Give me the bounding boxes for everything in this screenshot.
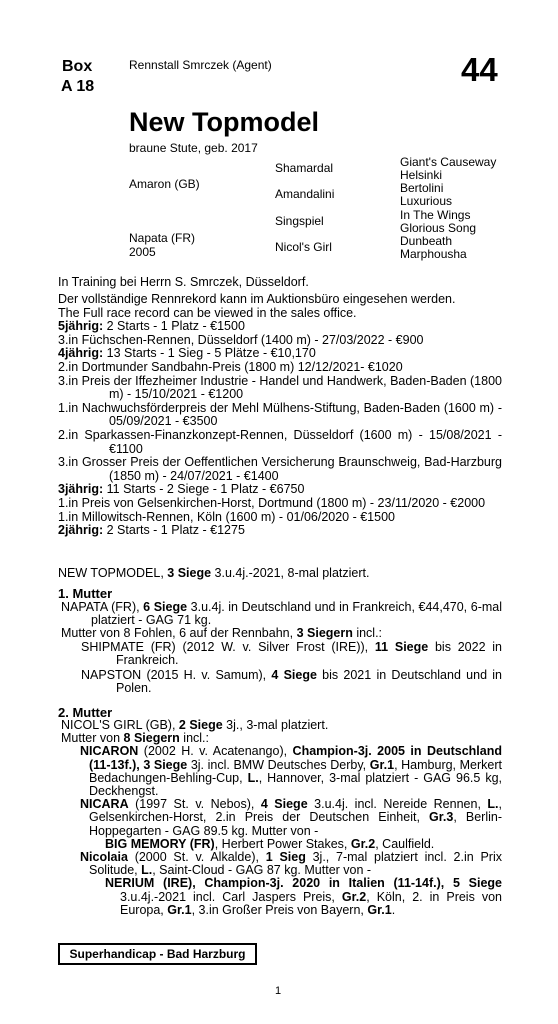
record-year-3	[58, 483, 502, 497]
listed-badge: L.	[247, 770, 259, 785]
foal-rest: 3.u.4j.-2021 incl. Carl Jaspers Preis,	[120, 889, 342, 904]
foal-info: (2002 H. v. Acatenango),	[138, 744, 293, 759]
grade-badge: Gr.1	[367, 902, 392, 917]
grade-badge: Gr.2	[350, 836, 376, 851]
foal-name: SHIPMATE (FR) (2012 W. v. Silver Frost (IRE)),	[81, 639, 375, 654]
second-dam-rest: 3j., 3-mal platziert.	[222, 718, 329, 732]
horse-name: New Topmodel	[129, 107, 320, 137]
first-dam-wins: 6 Siege	[143, 600, 188, 614]
foal-name: NICARA	[80, 797, 129, 812]
pedigree-gen2-4: Nicol's Girl	[275, 240, 332, 254]
foal-nicaron	[61, 745, 502, 798]
record-note-de: Der vollständige Rennrekord kann im Auktionsbüro eingesehen werden.	[58, 292, 456, 306]
produce-bold: 8 Siegern	[123, 731, 180, 746]
grade-badge: Gr.1	[369, 757, 395, 772]
record-year-2	[58, 524, 502, 538]
grade-badge: Gr.2	[341, 889, 367, 904]
race-line: 1.in Millowitsch-Rennen, Köln (1600 m) - 01/06/2020 - €1500	[58, 509, 395, 524]
first-dam-text	[61, 601, 502, 627]
pedigree-gen2-2: Amandalini	[275, 187, 335, 201]
grade-badge: Gr.3	[429, 810, 454, 825]
produce-post: incl.:	[179, 731, 209, 746]
foal-rest: , Herbert Power Stakes,	[214, 836, 351, 851]
record-year-4	[58, 347, 502, 361]
record-year-label: 3jährig:	[58, 482, 104, 497]
career-summary	[58, 567, 369, 580]
summary-wins: 3 Siege	[167, 566, 212, 580]
foal-rest: bis 2021 in Deutschland und in Polen.	[116, 668, 502, 696]
foal-champion: Champion-3j. 2005 in Deutschland (11-13f.), 3 Siege	[89, 744, 502, 772]
produce-pre: Mutter von	[61, 731, 124, 746]
race-line: 3.in Preis der Iffezheimer Industrie - Handel und Handwerk, Baden-Baden (1800 m) - 15/10/2021 - €1200	[58, 373, 502, 402]
pedigree-gen3-6: Glorious Song	[400, 221, 477, 235]
summary-rest: 3.u.4j.-2021, 8-mal platziert.	[211, 566, 370, 580]
foal-name: NAPSTON (2015 H. v. Samum),	[81, 668, 272, 683]
race-line: 1.in Nachwuchsförderpreis der Mehl Mülhens-Stiftung, Baden-Baden (1600 m) - 05/09/2021 - €3500	[58, 400, 502, 429]
record-year-summary: 13 Starts - 1 Sieg - 5 Plätze - €10,170	[103, 346, 316, 361]
race-engagement-box: Superhandicap - Bad Harzburg	[58, 943, 257, 965]
record-year-label: 2jährig:	[58, 523, 104, 538]
pedigree-gen3-2: Helsinki	[400, 168, 443, 182]
foal-wins: 11 Siege	[374, 639, 429, 654]
pedigree-gen2-1: Shamardal	[275, 161, 334, 175]
foal-rest: 3j. incl. BMW Deutsches Derby,	[187, 757, 370, 772]
foal-rest: 3.u.4j. incl. Nereide Rennen,	[307, 797, 488, 812]
pedigree-gen3-1: Giant's Causeway	[400, 155, 497, 169]
first-dam-name: NAPATA (FR),	[61, 600, 144, 614]
foal-rest: , Köln, 2. in Preis von Europa,	[120, 889, 502, 917]
box-number: A 18	[61, 78, 95, 95]
listed-badge: L.	[141, 863, 153, 878]
horse-description: braune Stute, geb. 2017	[129, 141, 258, 155]
foal-name: Nicolaia	[80, 850, 128, 865]
foal-rest: , Berlin-Hoppegarten - GAG 89.5 kg. Mutter von -	[89, 810, 502, 838]
pedigree-dam-year: 2005	[129, 245, 156, 259]
pedigree-dam: Napata (FR)	[129, 231, 196, 245]
race-line: 2.in Dortmunder Sandbahn-Preis (1800 m) 12/12/2021- €1020	[58, 359, 403, 374]
record-year-5	[58, 320, 502, 334]
foal-entry	[61, 641, 502, 667]
pedigree-gen3-4: Luxurious	[400, 194, 453, 208]
second-dam-wins: 2 Siege	[178, 718, 223, 732]
page-number: 1	[275, 985, 282, 997]
foal-name: BIG MEMORY (FR)	[105, 836, 215, 851]
pedigree-gen3-8: Marphousha	[400, 247, 467, 261]
second-dam-entry	[61, 719, 502, 917]
foal-rest: .	[391, 902, 396, 917]
race-line: 2.in Sparkassen-Finanzkonzept-Rennen, Düsseldorf (1600 m) - 15/08/2021 - €1100	[58, 427, 502, 456]
lot-number: 44	[461, 51, 498, 88]
foal-nerium	[61, 877, 502, 917]
box-title: Box	[62, 58, 93, 75]
foal-wins: 4 Siege	[260, 797, 308, 812]
first-dam-heading: 1. Mutter	[58, 586, 113, 601]
consignor: Rennstall Smrczek (Agent)	[129, 58, 272, 72]
first-dam-rest: 3.u.4j. in Deutschland und in Frankreich, €44,470, 6-mal platziert - GAG 71 kg.	[91, 600, 502, 628]
foal-wins: 1 Sieg	[265, 850, 306, 865]
foal-rest: bis 2022 in Frankreich.	[116, 639, 503, 667]
record-note-en: The Full race record can be viewed in the sales office.	[58, 305, 357, 320]
record-year-summary: 2 Starts - 1 Platz - €1275	[103, 523, 245, 538]
foal-rest: , Gelsenkirchen-Horst, 2.in Preis der Deutschen Einheit,	[89, 797, 502, 825]
produce-post: incl.:	[352, 626, 383, 641]
box-label	[61, 57, 94, 97]
record-year-label: 5jährig:	[58, 319, 104, 334]
foal-nicolaia	[61, 851, 502, 877]
foal-rest: , Hamburg, Merkert Bedachungen-Behling-Cup,	[89, 757, 502, 785]
foal-entry	[61, 669, 502, 695]
training-info: In Training bei Herrn S. Smrczek, Düsseldorf.	[58, 275, 309, 289]
pedigree-gen3-3: Bertolini	[400, 181, 444, 195]
pedigree-gen2-3: Singspiel	[275, 214, 324, 228]
second-dam-heading: 2. Mutter	[58, 705, 113, 720]
foal-rest: , Saint-Cloud - GAG 87 kg. Mutter von -	[152, 863, 372, 878]
pedigree-sire: Amaron (GB)	[129, 177, 200, 191]
foal-rest: , Hannover, 3-mal platziert - GAG 96.5 kg, Deckhengst.	[89, 770, 502, 799]
foal-rest: 3j., 7-mal platziert incl. 2.in Prix Solitude,	[89, 850, 503, 878]
listed-badge: L.	[487, 797, 499, 812]
grade-badge: Gr.1	[167, 902, 192, 917]
foal-rest: , Caulfield.	[375, 836, 435, 851]
foal-info: (1997 St. v. Nebos),	[128, 797, 261, 812]
foal-name: NERIUM (IRE), Champion-3j. 2020 in Italien (11-14f.), 5 Siege	[105, 876, 502, 891]
pedigree-gen3-7: Dunbeath	[400, 234, 453, 248]
produce-pre: Mutter von 8 Fohlen, 6 auf der Rennbahn,	[61, 626, 297, 641]
race-line: 1.in Preis von Gelsenkirchen-Horst, Dortmund (1800 m) - 23/11/2020 - €2000	[58, 495, 486, 510]
foal-nicara	[61, 798, 502, 838]
produce-bold: 3 Siegern	[296, 626, 353, 641]
race-record	[58, 293, 502, 538]
foal-rest: , 3.in Großer Preis von Bayern,	[191, 902, 368, 917]
record-year-summary: 2 Starts - 1 Platz - €1500	[103, 319, 245, 334]
foal-info: (2000 St. v. Alkalde),	[127, 850, 266, 865]
summary-name: NEW TOPMODEL,	[58, 566, 168, 580]
foal-name: NICARON	[80, 744, 139, 759]
foal-wins: 4 Siege	[271, 668, 317, 683]
first-dam-entry	[61, 601, 502, 695]
pedigree-gen3-5: In The Wings	[400, 208, 471, 222]
record-year-summary: 11 Starts - 2 Siege - 1 Platz - €6750	[103, 482, 305, 497]
race-line: 3.in Grosser Preis der Oeffentlichen Versicherung Braunschweig, Bad-Harzburg (1850 m) - 24/07/2021 - €1400	[58, 455, 502, 483]
race-line: 3.in Füchschen-Rennen, Düsseldorf (1400 m) - 27/03/2022 - €900	[58, 332, 424, 347]
second-dam-name: NICOL'S GIRL (GB),	[61, 718, 179, 732]
record-year-label: 4jährig:	[58, 346, 104, 361]
